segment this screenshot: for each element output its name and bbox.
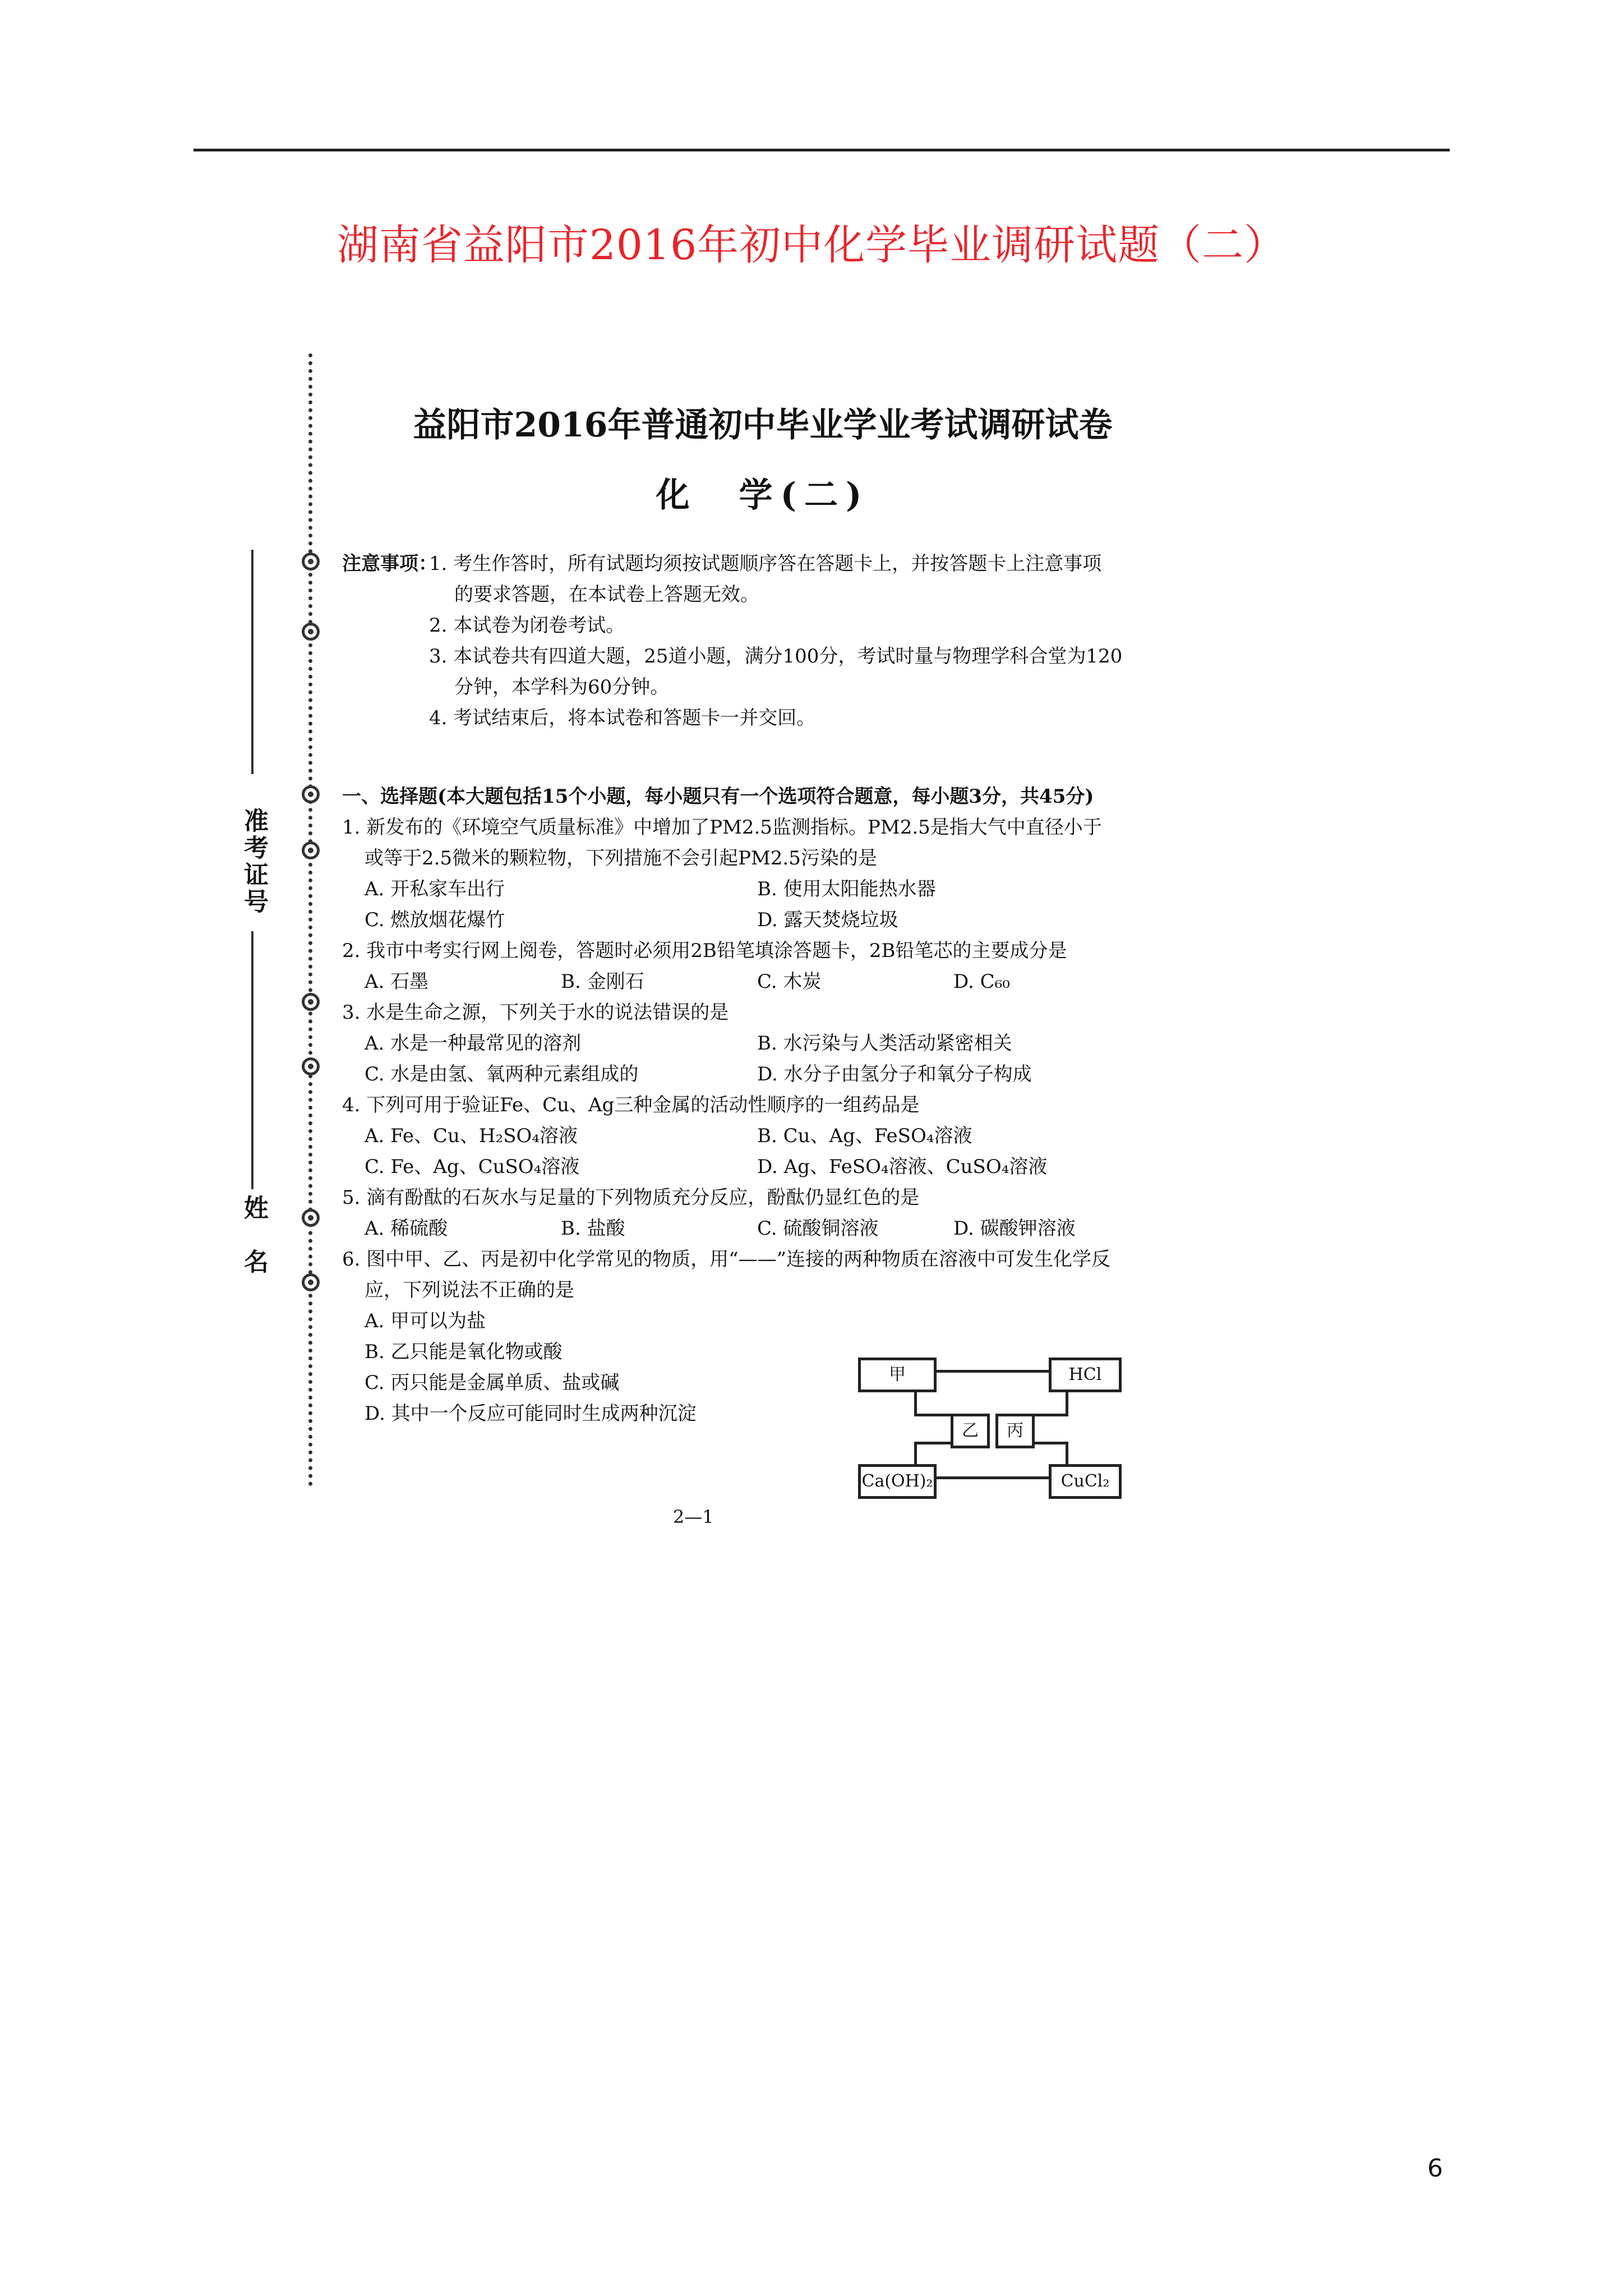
question-stem: 4. 下列可用于验证Fe、Cu、Ag三种金属的活动性顺序的一组药品是 [342,1094,920,1116]
paper-subject: 化 学(二) [656,476,870,515]
question-stem: 3. 水是生命之源，下列关于水的说法错误的是 [342,1001,729,1024]
option-b: B. Cu、Ag、FeSO₄溶液 [757,1125,972,1147]
option-a: A. 甲可以为盐 [365,1310,486,1332]
option-b: B. 金刚石 [561,970,644,993]
exam-id-label: 准考证号 [239,808,268,915]
section-heading: 一、选择题(本大题包括15个小题，每小题只有一个选项符合题意，每小题3分，共45分) [342,785,1094,808]
binding-dotted-line [308,353,312,1487]
binding-ring-icon [302,1057,320,1075]
name-fill-line [251,931,253,1189]
box-jia: 甲 [858,1358,937,1392]
top-rule [193,149,1450,151]
option-d: D. 碳酸钾溶液 [953,1217,1076,1240]
option-c: C. 丙只能是金属单质、盐或碱 [365,1372,620,1394]
question-stem: 或等于2.5微米的颗粒物，下列措施不会引起PM2.5污染的是 [365,847,877,869]
page-number: 6 [1427,2154,1443,2183]
notice-label: 注意事项： [342,553,437,575]
exam-id-fill-line [251,550,253,774]
notice-line: 分钟，本学科为60分钟。 [454,676,670,698]
option-a: A. 水是一种最常见的溶剂 [365,1032,582,1055]
option-b: B. 乙只能是氧化物或酸 [365,1341,562,1363]
option-c: C. 硫酸铜溶液 [757,1217,879,1240]
name-label: 姓 名 [239,1195,268,1276]
option-c: C. Fe、Ag、CuSO₄溶液 [365,1156,580,1178]
binding-ring-icon [302,1273,320,1291]
option-c: C. 木炭 [757,970,822,993]
box-caoh2: Ca(OH)₂ [858,1464,937,1499]
question-stem: 应，下列说法不正确的是 [365,1279,574,1301]
connector-line [931,1476,1049,1479]
option-b: B. 水污染与人类活动紧密相关 [757,1032,1012,1055]
option-d: D. 其中一个反应可能同时生成两种沉淀 [365,1402,697,1425]
page-footer-code: 2—1 [673,1506,714,1527]
notice-line: 2. 本试卷为闭卷考试。 [429,614,625,637]
notice-line: 1. 考生作答时，所有试题均须按试题顺序答在答题卡上，并按答题卡上注意事项 [429,553,1102,575]
notice-line: 的要求答题，在本试卷上答题无效。 [454,583,759,606]
document-title: 湖南省益阳市2016年初中化学毕业调研试题（二） [336,221,1287,269]
question-stem: 2. 我市中考实行网上阅卷，答题时必须用2B铅笔填涂答题卡，2B铅笔芯的主要成分是 [342,940,1067,962]
binding-ring-icon [302,993,320,1011]
question-stem: 6. 图中甲、乙、丙是初中化学常见的物质，用“——”连接的两种物质在溶液中可发生化学反 [342,1248,1111,1271]
box-hcl: HCl [1049,1358,1122,1392]
option-d: D. C₆₀ [953,970,1010,993]
scanned-exam-page [236,342,1133,1576]
option-a: A. 开私家车出行 [365,878,505,900]
option-c: C. 燃放烟花爆竹 [365,909,505,931]
box-cucl2: CuCl₂ [1049,1464,1122,1499]
binding-ring-icon [302,553,320,570]
binding-ring-icon [302,1209,320,1227]
notice-line: 3. 本试卷共有四道大题，25道小题，满分100分，考试时量与物理学科合堂为120 [429,645,1123,668]
paper-title: 益阳市2016年普通初中毕业学业考试调研试卷 [413,406,1113,445]
option-c: C. 水是由氢、氧两种元素组成的 [365,1063,639,1085]
option-a: A. Fe、Cu、H₂SO₄溶液 [365,1125,578,1147]
box-yi: 乙 [951,1414,990,1448]
box-bing: 丙 [995,1414,1035,1448]
option-d: D. 露天焚烧垃圾 [757,909,898,931]
option-a: A. 石墨 [365,970,429,993]
option-b: B. 盐酸 [561,1217,625,1240]
option-d: D. Ag、FeSO₄溶液、CuSO₄溶液 [757,1156,1048,1178]
reaction-diagram [858,1358,1127,1498]
connector-line [931,1370,1049,1373]
connector-line [1066,1444,1068,1467]
connector-line [914,1444,917,1467]
binding-ring-icon [302,785,320,803]
question-stem: 5. 滴有酚酞的石灰水与足量的下列物质充分反应，酚酞仍显红色的是 [342,1186,920,1209]
notice-line: 4. 考试结束后，将本试卷和答题卡一并交回。 [429,707,816,729]
question-stem: 1. 新发布的《环境空气质量标准》中增加了PM2.5监测指标。PM2.5是指大气中直径小于 [342,816,1102,839]
binding-ring-icon [302,841,320,859]
option-a: A. 稀硫酸 [365,1217,448,1240]
option-b: B. 使用太阳能热水器 [757,878,936,900]
option-d: D. 水分子由氢分子和氧分子构成 [757,1063,1032,1085]
binding-ring-icon [302,623,320,641]
